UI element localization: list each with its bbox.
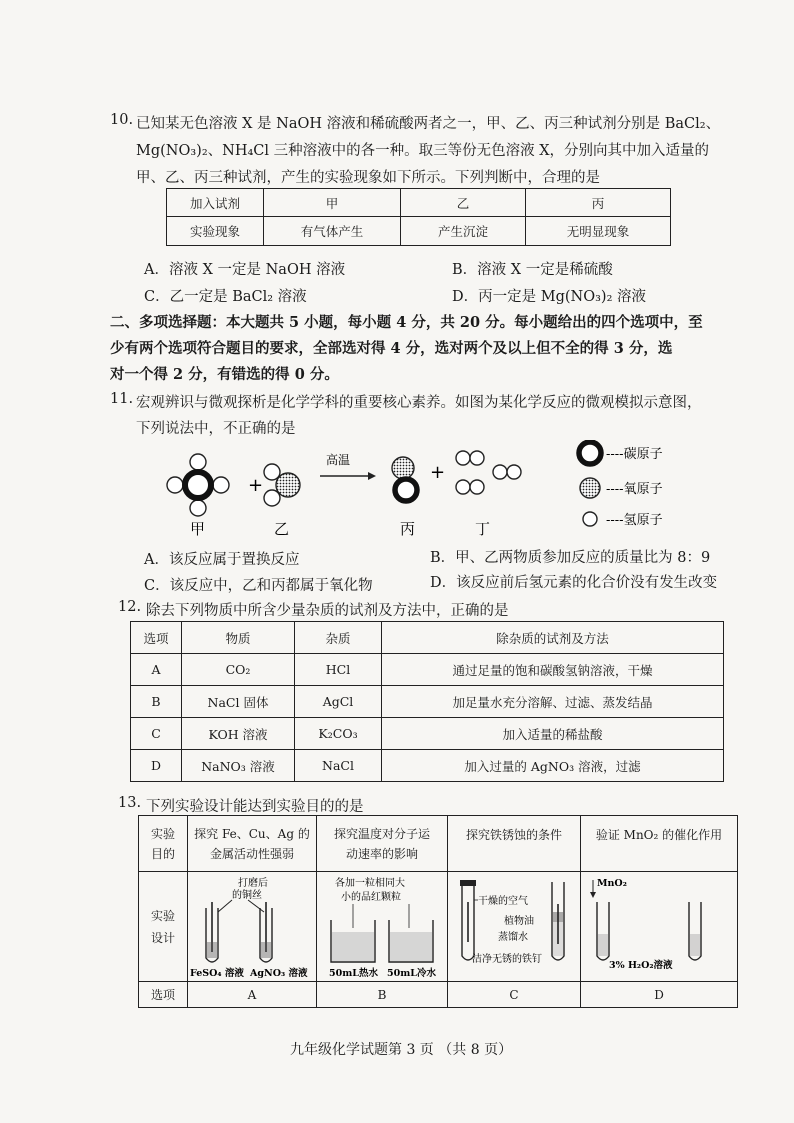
cell: D: [131, 750, 182, 782]
q10-option-b: B．溶液 X 一定是稀硫酸: [452, 262, 613, 278]
q13-option-b: B: [317, 982, 448, 1008]
q13-stem: 下列实验设计能达到实验目的的是: [146, 799, 364, 815]
q13-label-purpose: 实验 目的: [139, 816, 188, 872]
q13-number: 13.: [118, 795, 142, 811]
reaction-condition: 高温: [326, 453, 351, 467]
cell: A: [131, 654, 182, 686]
q10-row-label: 实验现象: [167, 217, 264, 246]
section2-line3: 对一个得 2 分，有错选的得 0 分。: [110, 366, 339, 383]
q10-stem-line3: 甲、乙、丙三种试剂，产生的实验现象如下所示。下列判断中，合理的是: [136, 170, 600, 186]
cell: NaCl: [295, 750, 382, 782]
svg-text:+: +: [248, 475, 264, 496]
q10-header-jia: 甲: [264, 189, 401, 217]
q13-label-design: 实验 设计: [139, 872, 188, 982]
svg-text:干燥的空气: 干燥的空气: [478, 896, 528, 907]
table-row: [131, 718, 724, 750]
table-row: [131, 750, 724, 782]
q11-option-b: B．甲、乙两物质参加反应的质量比为 8：9: [430, 550, 711, 566]
q13-label-option: 选项: [139, 982, 188, 1008]
molecule-ding-icon: [456, 451, 521, 494]
cell: CO₂: [182, 654, 295, 686]
q13-design-d: [581, 872, 738, 982]
q10-number: 10.: [110, 112, 134, 128]
table-row: [131, 654, 724, 686]
table-row: [131, 686, 724, 718]
q10-stem-line1: 已知某无色溶液 X 是 NaOH 溶液和稀硫酸两者之一，甲、乙、丙三种试剂分别是 BaCl₂、: [136, 116, 721, 132]
q10-cell-yi: 产生沉淀: [401, 217, 526, 246]
q13-design-b: [317, 872, 448, 982]
cell: NaCl 固体: [182, 686, 295, 718]
legend-carbon-icon: [579, 442, 601, 464]
svg-text:蒸馏水: 蒸馏水: [498, 932, 528, 943]
q13-purpose-d: 验证 MnO₂ 的催化作用: [581, 816, 738, 872]
label-ding: 丁: [475, 520, 491, 538]
q13-option-c: C: [448, 982, 581, 1008]
cell: 通过足量的饱和碳酸氢钠溶液，干燥: [382, 654, 724, 686]
q11-stem-line1: 宏观辨识与微观探析是化学学科的重要核心素养。如图为某化学反应的微观模拟示意图，: [136, 395, 702, 411]
arrow-icon: [368, 472, 376, 480]
svg-text:各加一粒相同大: 各加一粒相同大: [335, 878, 405, 889]
svg-text:植物油: 植物油: [504, 916, 534, 927]
molecule-yi-icon: [264, 464, 300, 506]
q10-stem-line2: Mg(NO₃)₂、NH₄Cl 三种溶液中的各一种。取三等份无色溶液 X，分别向其中加入适量的: [136, 143, 710, 159]
q11-option-d: D．该反应前后氢元素的化合价没有发生改变: [430, 575, 718, 591]
reaction-diagram: [150, 440, 690, 540]
q13-design-c: [448, 872, 581, 982]
q10-cell-bing: 无明显现象: [526, 217, 671, 246]
q10-option-a: A．溶液 X 一定是 NaOH 溶液: [144, 262, 346, 278]
page-footer: 九年级化学试题第 3 页 （共 8 页）: [290, 1042, 513, 1058]
q13-purpose-b: 探究温度对分子运 动速率的影响: [317, 816, 448, 872]
arrow-down-icon: [590, 892, 596, 898]
q10-option-d: D．丙一定是 Mg(NO₃)₂ 溶液: [452, 289, 646, 305]
q13-purpose-c: 探究铁锈蚀的条件: [448, 816, 581, 872]
design-c-figure: [448, 872, 580, 980]
design-d-figure: [581, 872, 741, 980]
cell: 加足量水充分溶解、过滤、蒸发结晶: [382, 686, 724, 718]
cell: K₂CO₃: [295, 718, 382, 750]
svg-text:50mL热水: 50mL热水: [329, 968, 378, 979]
cell: NaNO₃ 溶液: [182, 750, 295, 782]
q10-option-c: C．乙一定是 BaCl₂ 溶液: [144, 289, 307, 305]
q12-header-substance: 物质: [182, 622, 295, 654]
molecule-jia-icon: [167, 454, 229, 516]
q11-number: 11.: [110, 391, 134, 407]
q13-design-a: [188, 872, 317, 982]
svg-text:3% H₂O₂溶液: 3% H₂O₂溶液: [609, 960, 673, 971]
cell: AgCl: [295, 686, 382, 718]
svg-text:小的品红颗粒: 小的品红颗粒: [341, 892, 401, 903]
cell: HCl: [295, 654, 382, 686]
q10-header-reagent: 加入试剂: [167, 189, 264, 217]
svg-text:的铜丝: 的铜丝: [232, 890, 262, 901]
svg-text:AgNO₃ 溶液: AgNO₃ 溶液: [250, 968, 308, 979]
q10-table: [166, 188, 671, 246]
molecule-bing-icon: [392, 457, 417, 501]
legend-carbon: ----碳原子: [606, 447, 663, 462]
q12-header-method: 除杂质的试剂及方法: [382, 622, 724, 654]
q13-option-d: D: [581, 982, 738, 1008]
design-a-figure: [188, 872, 316, 980]
legend-hydrogen: ----氢原子: [606, 513, 663, 528]
svg-text:MnO₂: MnO₂: [597, 878, 627, 889]
q10-header-bing: 丙: [526, 189, 671, 217]
q12-header-option: 选项: [131, 622, 182, 654]
q11-option-c: C．该反应中，乙和丙都属于氧化物: [144, 578, 373, 594]
label-bing: 丙: [400, 520, 416, 538]
q13-purpose-a: 探究 Fe、Cu、Ag 的 金属活动性强弱: [188, 816, 317, 872]
q12-number: 12.: [118, 599, 142, 615]
q13-table: [138, 815, 738, 1008]
svg-text:FeSO₄ 溶液: FeSO₄ 溶液: [190, 968, 244, 979]
cell: B: [131, 686, 182, 718]
q12-header-impurity: 杂质: [295, 622, 382, 654]
svg-text:洁净无锈的铁钉: 洁净无锈的铁钉: [472, 954, 542, 965]
section2-line2: 少有两个选项符合题目的要求，全部选对得 4 分，选对两个及以上但不全的得 3 分，选: [110, 340, 673, 357]
q11-stem-line2: 下列说法中，不正确的是: [136, 421, 296, 437]
svg-text:50mL冷水: 50mL冷水: [387, 968, 436, 979]
q11-option-a: A．该反应属于置换反应: [144, 552, 300, 568]
label-yi: 乙: [274, 520, 290, 538]
cell: 加入过量的 AgNO₃ 溶液，过滤: [382, 750, 724, 782]
legend-oxygen-icon: [580, 478, 600, 498]
q12-stem: 除去下列物质中所含少量杂质的试剂及方法中，正确的是: [146, 603, 509, 619]
svg-text:打磨后: 打磨后: [238, 878, 268, 889]
legend-hydrogen-icon: [583, 512, 597, 526]
label-jia: 甲: [190, 520, 206, 538]
cell: KOH 溶液: [182, 718, 295, 750]
legend-oxygen: ----氧原子: [606, 482, 663, 497]
svg-text:+: +: [430, 462, 446, 483]
section2-line1: 二、多项选择题：本大题共 5 小题，每小题 4 分，共 20 分。每小题给出的四个选项中，至: [110, 314, 703, 331]
q10-cell-jia: 有气体产生: [264, 217, 401, 246]
q13-option-a: A: [188, 982, 317, 1008]
q10-header-yi: 乙: [401, 189, 526, 217]
q12-table: [130, 621, 724, 782]
cell: 加入适量的稀盐酸: [382, 718, 724, 750]
cell: C: [131, 718, 182, 750]
design-b-figure: [317, 872, 447, 980]
